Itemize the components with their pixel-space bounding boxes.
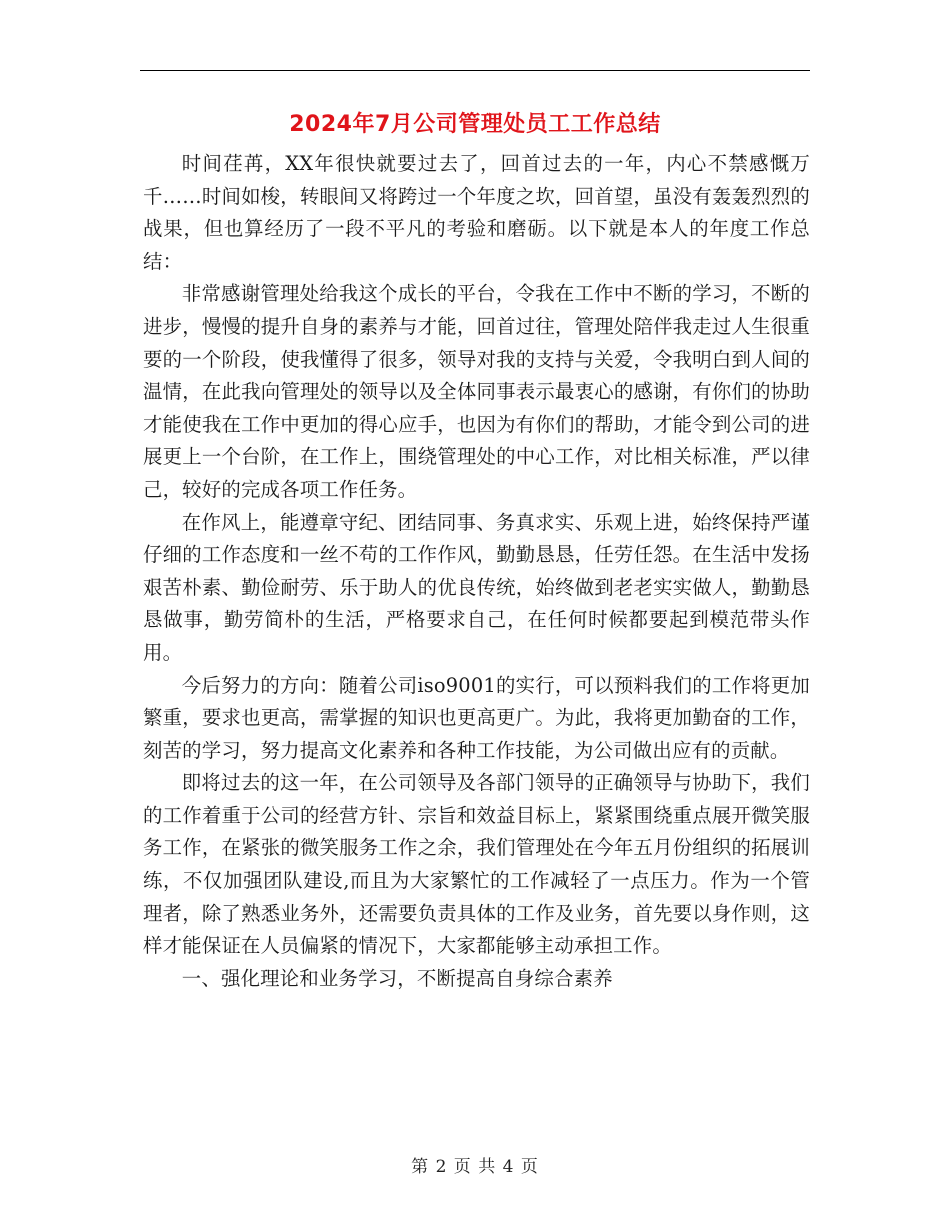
page-footer xyxy=(0,1152,950,1177)
section-heading-1: 一、强化理论和业务学习，不断提高自身综合素养 xyxy=(181,966,613,990)
page-number: 第 2 页 共 4 页 xyxy=(411,1157,539,1177)
document-title: 2024年7月公司管理处员工工作总结 xyxy=(289,112,661,137)
paragraph-thanks: 非常感谢管理处给我这个成长的平台，令我在工作中不断的学习，不断的进步，慢慢的提升自身的素养与才能，回首过往，管理处陪伴我走过人生很重要的一个阶段，使我懂得了很多，领导对我的支持与关爱，令我明白到人间的温情，在此我向管理处的领导以及全体同事表示最衷心的感谢，有你们的协助才能使我在工作中更加的得心应手，也因为有你们的帮助，才能令到公司的进展更上一个台阶，在工作上，围绕管理处的中心工作，对比相关标准，严以律己，较好的完成各项工作任务。 xyxy=(143,282,810,501)
header-rule xyxy=(140,70,810,71)
paragraph-year-review: 即将过去的这一年，在公司领导及各部门领导的正确领导与协助下，我们的工作着重于公司的经营方针、宗旨和效益目标上，紧紧围绕重点展开微笑服务工作，在紧张的微笑服务工作之余，我们管理处在今年五月份组织的拓展训练，不仅加强团队建设,而且为大家繁忙的工作减轻了一点压力。作为一个管理者，除了熟悉业务外，还需要负责具体的工作及业务，首先要以身作则，这样才能保证在人员偏紧的情况下，大家都能够主动承担工作。 xyxy=(143,771,810,958)
paragraph-work-style: 在作风上，能遵章守纪、团结同事、务真求实、乐观上进，始终保持严谨仔细的工作态度和一丝不苟的工作作风，勤勤恳恳，任劳任怨。在生活中发扬艰苦朴素、勤俭耐劳、乐于助人的优良传统，始终做到老老实实做人，勤勤恳恳做事，勤劳简朴的生活，严格要求自己，在任何时候都要起到模范带头作用。 xyxy=(143,510,810,664)
paragraph-future-direction: 今后努力的方向：随着公司iso9001的实行，可以预料我们的工作将更加繁重，要求也更高，需掌握的知识也更高更广。为此，我将更加勤奋的工作，刻苦的学习，努力提高文化素养和各种工作技能，为公司做出应有的贡献。 xyxy=(143,673,810,762)
document-body xyxy=(143,148,810,995)
paragraph-intro: 时间荏苒，XX年很快就要过去了，回首过去的一年，内心不禁感慨万千……时间如梭，转眼间又将跨过一个年度之坎，回首望，虽没有轰轰烈烈的战果，但也算经历了一段不平凡的考验和磨砺。以下就是本人的年度工作总结： xyxy=(143,152,810,273)
